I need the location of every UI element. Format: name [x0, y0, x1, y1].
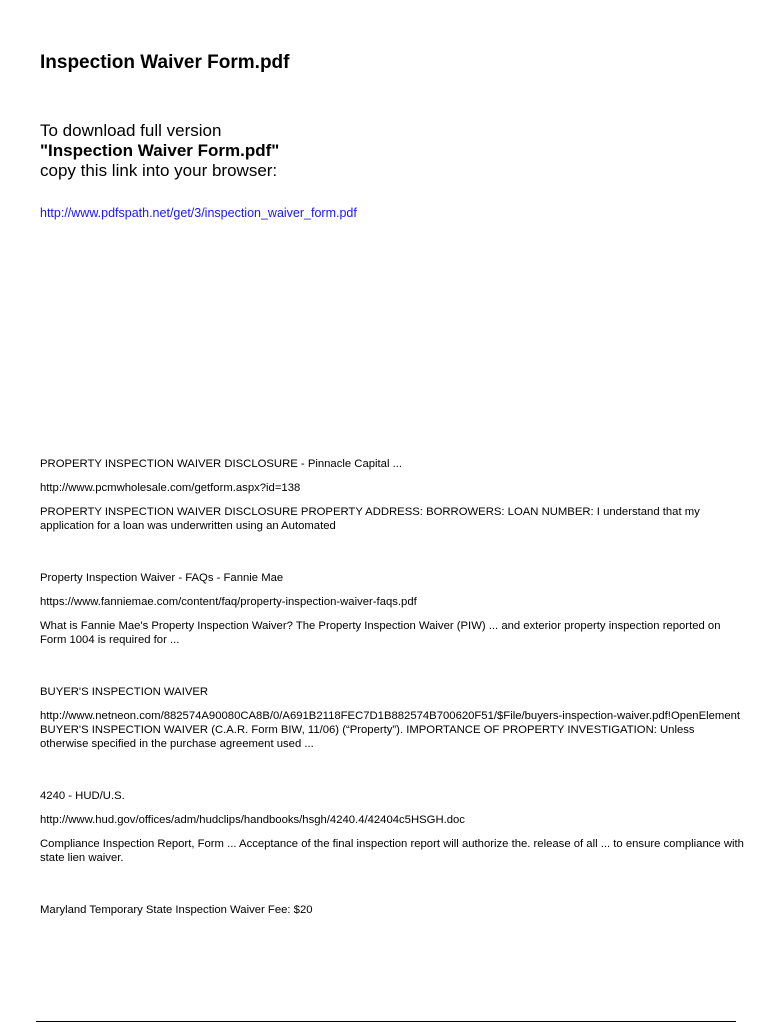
result-description: BUYER'S INSPECTION WAIVER (C.A.R. Form BIW, 11/06) (“Property”). IMPORTANCE OF PROPERTY INVESTIGATION: Unless otherwise specified in the purchase agreement used ...: [40, 724, 695, 750]
result-url: http://www.netneon.com/882574A90080CA8B/0/A691B2118FEC7D1B882574B700620F51/$File/buyers-inspection-waiver.pdf!OpenElement: [40, 710, 741, 722]
result-title: Property Inspection Waiver - FAQs - Fannie Mae: [40, 572, 284, 584]
search-results: [40, 457, 746, 955]
result-description: Compliance Inspection Report, Form ... Acceptance of the final inspection report will authorize the. release of all ... to ensure compliance with state lien waiver.: [40, 838, 744, 864]
result-title: 4240 - HUD/U.S.: [40, 790, 125, 802]
page-title: Inspection Waiver Form.pdf: [40, 52, 290, 73]
result-title: Maryland Temporary State Inspection Waiver Fee: $20: [40, 904, 313, 916]
result-title: BUYER'S INSPECTION WAIVER: [40, 686, 209, 698]
result-title: PROPERTY INSPECTION WAIVER DISCLOSURE - Pinnacle Capital ...: [40, 458, 403, 470]
download-instructions: [40, 121, 279, 181]
result-url: http://www.hud.gov/offices/adm/hudclips/handbooks/hsgh/4240.4/42404c5HSGH.doc: [40, 814, 465, 826]
result-description: What is Fannie Mae's Property Inspection Waiver? The Property Inspection Waiver (PIW) ... and exterior property inspection reported on Form 1004 is required for ...: [40, 620, 721, 646]
result-url: https://www.fanniemae.com/content/faq/property-inspection-waiver-faqs.pdf: [40, 596, 417, 608]
result-item: [40, 903, 746, 917]
result-item: [40, 457, 746, 533]
result-item: [40, 685, 746, 751]
result-description: PROPERTY INSPECTION WAIVER DISCLOSURE PROPERTY ADDRESS: BORROWERS: LOAN NUMBER: I understand that my application for a loan was underwritten using an Automated: [40, 506, 700, 532]
download-line-2: "Inspection Waiver Form.pdf": [40, 141, 280, 160]
footer-divider: [36, 1021, 736, 1022]
result-item: [40, 571, 746, 647]
download-link[interactable]: http://www.pdfspath.net/get/3/inspection_waiver_form.pdf: [40, 206, 357, 220]
result-item: [40, 789, 746, 865]
result-url: http://www.pcmwholesale.com/getform.aspx?id=138: [40, 482, 301, 494]
download-line-3: copy this link into your browser:: [40, 161, 278, 180]
download-line-1: To download full version: [40, 121, 222, 140]
